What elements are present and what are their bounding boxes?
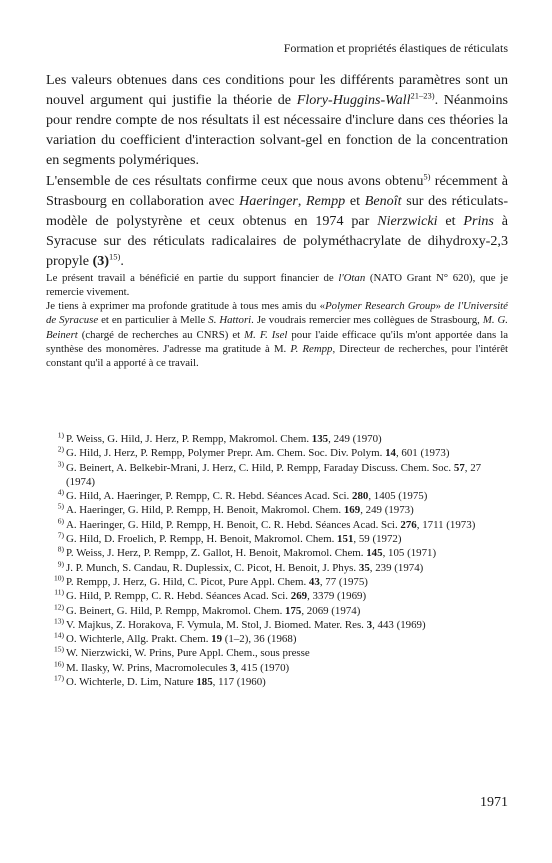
reference-number-label: 5) xyxy=(57,501,64,511)
reference-citation: O. Wichterle, Allg. Prakt. Chem. xyxy=(66,633,212,646)
text-run: . Je voudrais remercier mes collègues de Strasbourg, xyxy=(251,314,483,327)
reference-pages-year: (1–2), 36 (1968) xyxy=(222,633,297,646)
reference-item xyxy=(44,532,508,546)
text-run: , Directeur de recherches, pour l'intérêt constant qu'il a apporté à ce travail. xyxy=(46,342,508,370)
reference-pages-year: , 1405 (1975) xyxy=(368,490,428,503)
reference-item xyxy=(44,575,508,589)
text-run: à Syracuse sur des réticulats radicalaires de polyméthacrylate de dihydroxy-2,3 propyle xyxy=(46,213,509,270)
text-run: et en particulier à Melle xyxy=(98,314,209,327)
reference-number-label: 16) xyxy=(54,659,64,669)
reference-pages-year: , 249 (1973) xyxy=(360,504,414,517)
text-run: Le présent travail a bénéficié en partie du support financier de xyxy=(46,272,339,284)
reference-pages-year: , 27 (1974) xyxy=(66,461,482,488)
citation-marker: 15) xyxy=(109,251,121,262)
reference-number-label: 15) xyxy=(54,644,64,654)
text-run: , xyxy=(297,193,307,210)
reference-item xyxy=(44,646,508,660)
reference-citation: G. Beinert, G. Hild, P. Rempp, Makromol. Chem. xyxy=(66,604,286,617)
reference-number-label: 3) xyxy=(57,458,64,468)
reference-number-label: 6) xyxy=(57,516,64,526)
author-name: Prins xyxy=(463,213,494,230)
theory-name: Flory-Huggins-Wall xyxy=(296,92,411,109)
reference-pages-year: , 105 (1971) xyxy=(382,547,437,560)
text-run: » xyxy=(435,300,445,312)
reference-citation: G. Hild, D. Froelich, P. Rempp, H. Benoit, Makromol. Chem. xyxy=(66,533,338,546)
reference-pages-year: , 59 (1972) xyxy=(353,533,402,546)
reference-pages-year: , 443 (1969) xyxy=(372,618,426,631)
body-paragraph-2 xyxy=(46,171,508,271)
organization-name: de l'Université de Syracuse xyxy=(46,300,508,327)
reference-volume: 57 xyxy=(453,461,465,474)
reference-pages-year: , 2069 (1974) xyxy=(301,604,361,617)
reference-pages-year: , 415 (1970) xyxy=(235,661,290,674)
reference-volume: 151 xyxy=(337,533,354,546)
reference-citation: J. P. Munch, S. Candau, R. Duplessix, C. Picot, H. Benoit, J. Phys. xyxy=(66,561,359,574)
text-run: récemment à Strasbourg en collaboration avec xyxy=(46,173,509,210)
reference-item xyxy=(44,661,508,675)
reference-citation: P. Weiss, G. Hild, J. Herz, P. Rempp, Makromol. Chem. xyxy=(66,433,312,445)
citation-marker: 5) xyxy=(423,171,431,182)
reference-pages-year: , 3379 (1969) xyxy=(307,590,367,603)
person-name: P. Rempp xyxy=(290,342,333,355)
reference-number-label: 8) xyxy=(57,544,64,554)
page-number: 1971 xyxy=(480,795,508,810)
citation-marker: 21–23) xyxy=(410,90,435,101)
reference-item xyxy=(44,458,508,490)
reference-volume: 35 xyxy=(358,561,370,574)
reference-item xyxy=(44,432,508,446)
text-run: Les valeurs obtenues dans ces conditions pour les différents paramètres sont un nouvel argument qui justifie la théorie de xyxy=(46,72,508,109)
reference-citation: G. Beinert, A. Belkebir-Mrani, J. Herz, C. Hild, P. Rempp, Faraday Discuss. Chem. Soc. xyxy=(66,461,454,474)
author-name: Haeringer xyxy=(239,193,298,210)
author-name: Nierzwicki xyxy=(377,213,438,230)
reference-number-label: 12) xyxy=(54,601,64,611)
text-run: pour l'aide efficace qu'ils m'ont apportée dans la synthèse des monomères. J'adresse ma gratitude à M. xyxy=(46,328,508,355)
reference-item xyxy=(44,589,508,603)
reference-item xyxy=(44,675,508,689)
reference-citation: P. Rempp, J. Herz, G. Hild, C. Picot, Pure Appl. Chem. xyxy=(66,575,309,588)
text-run: (NATO Grant N° 620), que je remercie vivement. xyxy=(46,272,508,299)
reference-citation: G. Hild, P. Rempp, C. R. Hebd. Séances Acad. Sci. xyxy=(66,590,291,603)
text-run: (chargé de recherches au CNRS) et xyxy=(77,328,245,341)
reference-item xyxy=(44,561,508,575)
reference-number-label: 10) xyxy=(54,573,64,583)
reference-citation: O. Wichterle, D. Lim, Nature xyxy=(66,676,197,689)
reference-number-label: 7) xyxy=(57,530,64,540)
text-run: sur des réticulats-modèle de polystyrène et ceux obtenus en 1974 par xyxy=(46,193,509,230)
text-run: . xyxy=(120,253,124,270)
reference-pages-year: , 77 (1975) xyxy=(319,575,368,588)
reference-pages-year: , 601 (1973) xyxy=(395,447,450,460)
reference-number-label: 13) xyxy=(54,616,64,626)
reference-number-label: 11) xyxy=(54,587,64,597)
body-paragraph-1 xyxy=(46,70,508,170)
reference-volume: 175 xyxy=(285,604,302,617)
reference-item xyxy=(44,601,508,618)
reference-volume: 276 xyxy=(400,518,417,531)
running-header: Formation et propriétés élastiques de réticulats xyxy=(283,41,508,55)
reference-volume: 14 xyxy=(385,447,396,460)
reference-volume: 19 xyxy=(211,633,223,646)
reference-item xyxy=(44,446,508,460)
reference-volume: 280 xyxy=(352,490,369,503)
reference-item xyxy=(44,546,508,560)
reference-number-label: 9) xyxy=(57,559,64,569)
reference-number-label: 14) xyxy=(54,630,64,640)
reference-citation: G. Hild, A. Haeringer, P. Rempp, C. R. Hebd. Séances Acad. Sci. xyxy=(66,490,353,503)
reference-item xyxy=(44,503,508,517)
reference-pages-year: , 239 (1974) xyxy=(369,561,424,574)
person-name: S. Hattori xyxy=(208,314,252,327)
reference-volume: 169 xyxy=(343,504,361,517)
reference-number-label: 1) xyxy=(57,430,64,440)
person-name: M. F. Isel xyxy=(244,328,288,341)
reference-citation: G. Hild, J. Herz, P. Rempp, Polymer Prepr. Am. Chem. Soc. Div. Polym. xyxy=(66,447,386,460)
reference-item xyxy=(44,489,508,503)
reference-volume: 269 xyxy=(290,590,308,603)
acknowledgement-funding xyxy=(46,271,508,300)
reference-list xyxy=(44,432,508,689)
reference-citation: A. Haeringer, G. Hild, P. Rempp, H. Benoit, Makromol. Chem. xyxy=(66,504,344,517)
reference-number-label: 4) xyxy=(57,487,64,497)
author-name: Benoît xyxy=(364,193,402,210)
reference-item xyxy=(44,632,508,646)
reference-citation: V. Majkus, Z. Horakova, F. Vymula, M. Stol, J. Biomed. Mater. Res. xyxy=(66,618,367,631)
reference-citation: A. Haeringer, G. Hild, P. Rempp, H. Benoit, C. R. Hebd. Séances Acad. Sci. xyxy=(66,518,401,531)
reference-number-label: 2) xyxy=(57,444,64,454)
reference-pages-year: , 1711 (1973) xyxy=(416,518,476,531)
author-name: Rempp xyxy=(306,193,346,210)
person-name: M. G. Beinert xyxy=(46,314,508,341)
text-run: L'ensemble de ces résultats confirme ceux que nous avons obtenu xyxy=(46,173,424,189)
organization-name: Polymer Research Group xyxy=(325,300,436,312)
acknowledgement-thanks xyxy=(46,299,508,370)
reference-volume: 43 xyxy=(308,575,320,588)
compound-number: (3) xyxy=(92,253,110,270)
reference-number xyxy=(44,675,64,689)
reference-volume: 145 xyxy=(366,547,383,560)
organization-name: l'Otan xyxy=(338,272,366,284)
text-run: et xyxy=(437,213,464,230)
text-run: Je tiens à exprimer ma profonde gratitude à tous mes amis du « xyxy=(46,300,326,312)
reference-citation: P. Weiss, J. Herz, P. Rempp, Z. Gallot, H. Benoit, Makromol. Chem. xyxy=(66,547,367,560)
reference-volume: 185 xyxy=(196,676,213,689)
text-run: et xyxy=(345,193,365,210)
reference-item xyxy=(44,618,508,632)
reference-number xyxy=(44,458,64,475)
text-run: . Néanmoins pour rendre compte de nos résultats il est nécessaire d'inclure dans ces théories la variation du coefficient d'interaction solvant-gel en fonction de la concentration en segments polymériques. xyxy=(46,92,508,169)
reference-pages-year: , 249 (1970) xyxy=(328,433,382,445)
reference-volume: 3 xyxy=(366,618,373,631)
reference-volume: 135 xyxy=(311,433,329,445)
reference-pages-year: , 117 (1960) xyxy=(212,676,266,689)
reference-citation: M. Ilasky, W. Prins, Macromolecules xyxy=(66,661,231,674)
reference-citation: W. Nierzwicki, W. Prins, Pure Appl. Chem., sous presse xyxy=(66,647,310,660)
reference-number-label: 17) xyxy=(54,673,64,683)
reference-item xyxy=(44,518,508,532)
reference-volume: 3 xyxy=(230,661,236,674)
